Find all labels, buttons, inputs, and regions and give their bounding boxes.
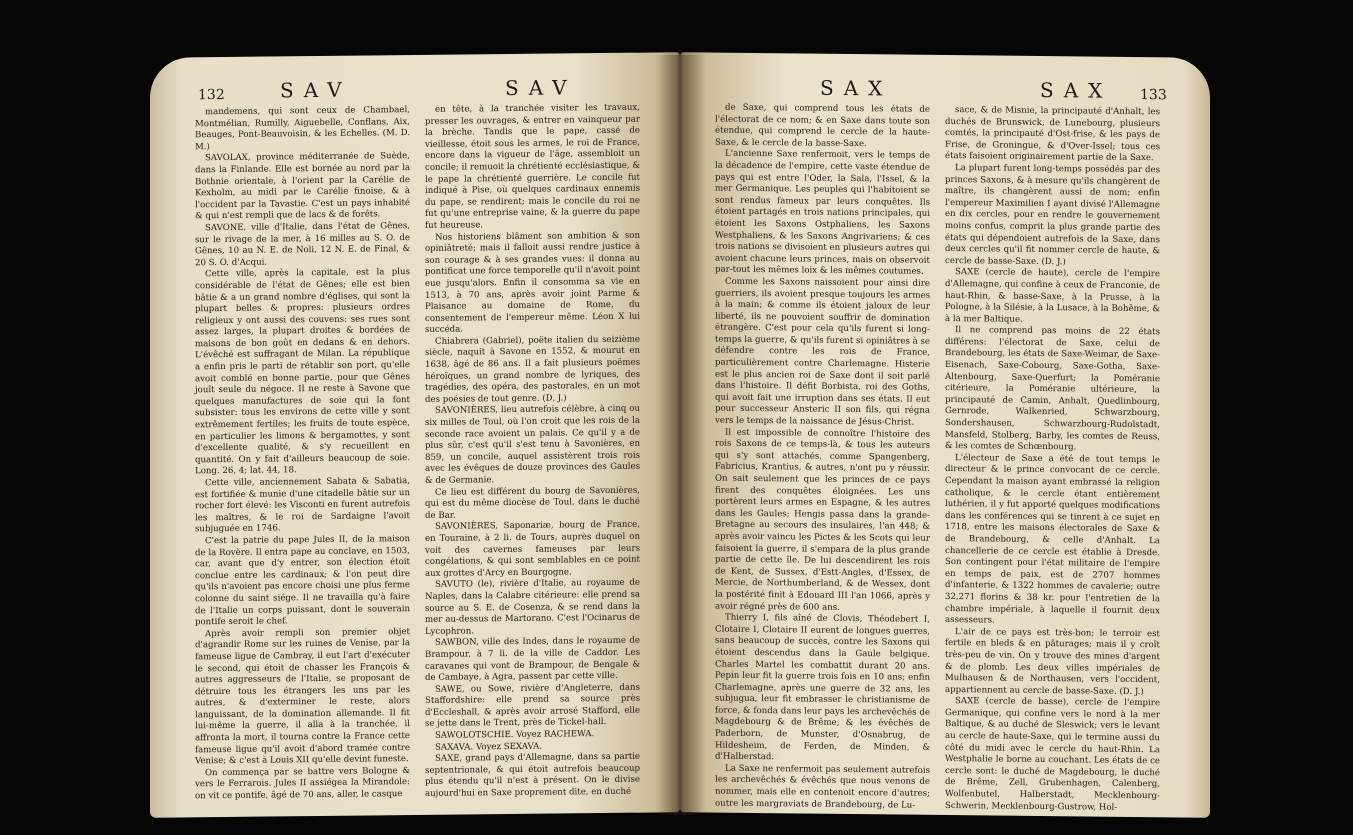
paragraph: SAXE (cercle de basse), cercle de l'empire Germanique, qui confine vers le nord à la mer Baltique, & au duché de Sleswick; vers le levant au cercle de haute-Saxe, qui le termine aussi du côté du midi avec le cercle du haut-Rhin. La Westphalie le borne au couchant. Les états de ce cercle sont: le duché de Magdebourg, le duché de Brême, Zell, Grubenhagen, Calenberg, Wolfenbutel, Halberstadt, Mecklenbourg-Schwerin, Mecklenbourg-Gustrow, Hol- [945, 696, 1160, 813]
paragraph: Chiabrera (Gabriel), poëte italien du seizième siècle, naquit à Savone en 1552, & mourut en 1638, âgé de 86 ans. Il a fait plusieurs poëmes héroïques, un grand nombre de lyriques, des tragédies, des opéra, des pastorales, en un mot des poésies de tout genre. (D. J.) [425, 334, 640, 405]
paragraph: mandemens, qui sont ceux de Chambael, Montmélian, Rumilly, Aiguebelle, Conflans, Aix, Beauges, Pont-Beauvoisin, & les Echelles. (M. D. M.) [195, 105, 410, 153]
page-number: 133 [1140, 87, 1167, 104]
paragraph: SAXAVA. Voyez SEXAVA. [435, 741, 543, 753]
left-page [150, 52, 680, 818]
paragraph: Nos historiens blâment son ambition & son opiniâtreté; mais il falloit aussi rendre justice à son courage & à ses grandes vues: il donna au pontificat une force temporelle qu'il n'avoit point eue jusqu'alors. Enfin il consomma sa vie en 1513, à 70 ans, après avoir joint Parme & Plaisance au domaine de Rome, du consentement de l'empereur même. Léon X lui succéda. [425, 230, 640, 336]
paragraph: SAXE (cercle de haute), cercle de l'empire d'Allemagne, qui confine à ceux de Franconie, de haut-Rhin, & basse-Saxe, à la Prusse, à la Pologne, à la Silésie, à la Lusace, à la Bohême, & à la mer Baltique. [945, 267, 1160, 325]
paragraph: en tête, à la tranchée visiter les travaux, presser les ouvrages, & entrer en vainqueur par la brèche. Tandis que le pape, cassé de vieillesse, étoit sous les armes, le roi de France, encore dans la vigueur de l'âge, assembloit un concile; il remuoit la chrétienté ecclésiastique, & le pape la chrétienté guerrière. Le concile fut indiqué à Pise, où quelques cardinaux ennemis du pape, se rendirent; mais le concile du roi ne fut qu'une entreprise vaine, & la guerre du pape fut heureuse. [425, 102, 640, 231]
paragraph: La plupart furent long-temps possédés par des princes Saxons, & à mesure qu'ils changèrent de maître, ils changèrent aussi de nom; enfin l'empereur Maximilien I ayant divisé l'Allemagne en dix cercles, pour en rendre le gouvernement moins confus, comprit la plus grande partie des états qui dépendoient autrefois de la Saxe, dans deux cercles qu'il fit nommer cercle de haute, & cercle de basse-Saxe. (D. J.) [945, 163, 1160, 267]
paragraph: On commença par se battre vers Bologne & vers le Ferrarois. Jules II assiégea la Mirandole: on vit ce pontife, âgé de 70 ans, aller, le casque [195, 765, 410, 802]
paragraph: SAVONIÈRES, Saponariæ, bourg de France, en Touraine, à 2 li. de Tours, auprès duquel on voit des cavernes fameuses par leurs congélations, & qui sont semblables en ce point aux grottes d'Arcy en Bourgogne. [425, 520, 640, 579]
text-column-2 [945, 105, 1160, 814]
paragraph: L'air de ce pays est très-bon; le terroir est fertile en bleds & en pâturages; mais il y croît très-peu de vin. On y trouve des mines d'argent & de plomb. Les deux villes impériales de Mulhausen & de Northausen, vers l'occident, appartiennent au cercle de basse-Saxe. (D. J.) [945, 626, 1160, 697]
text-column-1 [715, 103, 930, 812]
page-number: 132 [198, 86, 225, 104]
running-head-left: SAX [820, 75, 893, 101]
paragraph: Cette ville, après la capitale, est la plus considérable de l'état de Gênes; elle est bien bâtie & a un grand nombre d'églises, qui sont la plupart belles & propres: plusieurs ordres religieux y ont aussi des couvens: ses rues sont assez larges, la plupart droites & bordées de maisons de bon goût en dedans & en dehors. L'évêché est suffragant de Milan. La république a enfin pris le parti de rétablir son port, qu'elle avoit comblé en bonne partie, pour que Gênes jouît seule du négoce. Il ne reste à Savone que quelques manufactures de soie qui la font subsister: tous les environs de cette ville y sont extrêmement fertiles; les fruits de toute espèce, en particulier les limons & bergamottes, y sont d'excellente qualité, & s'y recueillent en quantité. On y fait d'ailleurs beaucoup de soie. Long. 26, 4; lat. 44, 18. [195, 267, 410, 477]
running-head-right: SAX [1040, 77, 1113, 103]
paragraph: Comme les Saxons naissoient pour ainsi dire guerriers, ils avoient presque toujours les armes à la main; & comme ils étoient jaloux de leur liberté, ils ne pouvoient souffrir de domination étrangère. C'est pour cela qu'ils furent si long-temps la guerre, & qu'ils furent si opiniâtres à se défendre contre les rois de France, particulièrement contre Charlemagne. Histerie est le plus ancien roi de Saxe dont il soit parlé dans l'histoire. Il défit Borbista, roi des Goths, qui avoit fait une irruption dans ses états. Il eut pour successeur Ansteric II son fils, qui régna vers le temps de la naissance de Jésus-Christ. [715, 276, 930, 428]
paragraph: Ce lieu est différent du bourg de Savonières, qui est du même diocèse de Toul, dans le duché de Bar. [425, 485, 640, 521]
right-page [680, 52, 1210, 818]
text-column-2 [425, 103, 640, 801]
paragraph: L'ancienne Saxe renfermoit, vers le temps de la décadence de l'empire, cette vaste étendue de pays qui est entre l'Oder, la Sala, l'Issel, & la mer Germanique. Les peuples qui l'habitoient se sont rendus fameux par leurs conquêtes. Ils étoient partagés en trois nations principales, qui étoient les Saxons Ostphaliens, les Saxons Westphaliens, & les Saxons Angrivariens; & ces trois nations se divisoient en plusieurs autres qui avoient chacune leurs princes, mais on observoit par-tout les mêmes loix & les mêmes coutumes. [715, 149, 930, 278]
paragraph: SAWBON, ville des Indes, dans le royaume de Brampour, à 7 li. de la ville de Caddor. Les caravanes qui vont de Brampour, de Bengale & de Cambaye, à Agra, passent par cette ville. [425, 635, 640, 683]
running-head-right: SAV [505, 75, 577, 101]
paragraph: SAVOLAX, province méditerranée de Suède, dans la Finlande. Elle est bornée au nord par la Bothnie orientale, à l'orient par la Carélie de Kexholm, au midi par le Carélie finoise, & à l'occident par la Tavastie. C'est un pays inhabité & qui n'est rempli que de lacs & de forêts. [195, 151, 410, 222]
running-head-left: SAV [280, 77, 352, 103]
paragraph: Il ne comprend pas moins de 22 états différens: l'électorat de Saxe, celui de Brandebourg, les états de Saxe-Weimar, de Saxe-Eisenach, Saxe-Cobourg, Saxe-Gotha, Saxe-Altenbourg, Saxe-Querfurt; la Poméranie citérieure, la Poméranie ultérieure, la principauté de Camin, Anhalt, Quedlinbourg, Gernrode, Walkenried, Schwarzbourg, Sondershausen, Schwarzbourg-Rudolstadt, Mansfeld, Stolberg, Barby, les comtes de Reuss, & les comtes de Schœnbourg. [945, 325, 1160, 453]
paragraph: L'électeur de Saxe a été de tout temps le directeur & le prince convocant de ce cercle. Cependant la maison ayant embrassé la religion catholique, & le cercle étant entièrement luthérien, il y fut apporté quelques modifications dans les conférences qui se tinrent à ce sujet en 1718, entre les maisons électorales de Saxe & de Brandebourg, & celle d'Anhalt. La chancellerie de ce cercle est établie à Dresde. Son contingent pour l'état militaire de l'empire en temps de paix, est de 2707 hommes d'infanterie, & 1322 hommes de cavalerie; outre 32,271 florins & 38 kr. pour l'entretien de la chambre impériale, à laquelle il fournit deux assesseurs. [945, 452, 1160, 626]
paragraph: sace, & de Misnie, la principauté d'Anhalt, les duchés de Brunswick, de Lunebourg, plusieurs comtés, la principauté d'Ost-frise, & les pays de Frise, de Groningue, & d'Over-Issel; tous ces états faisoient originairement partie de la Saxe. [945, 105, 1160, 164]
paragraph: C'est la patrie du pape Jules II, de la maison de la Rovère. Il entra pape au conclave, en 1503, car, avant que d'y entrer, son élection étoit conclue entre les cardinaux; & l'on peut dire qu'ils n'avoient pas encore choisi une plus ferme colonne du saint siége. Il ne travailla qu'à faire de l'Italie un corps puissant, dont le souverain pontife seroit le chef. [195, 534, 410, 628]
paragraph: Cette ville, anciennement Sabata & Sabatia, est fortifiée & munie d'une citadelle bâtie sur un rocher fort élevé: les Visconti en furent autrefois les maîtres, & le roi de Sardaigne l'avoit subjuguée en 1746. [195, 476, 410, 535]
paragraph: SAXE, grand pays d'Allemagne, dans sa partie septentrionale, & qui étoit autrefois beaucoup plus étendu qu'il n'est à présent. On le divise aujourd'hui en Saxe proprement dite, en duché [425, 751, 640, 799]
paragraph: Après avoir rempli son premier objet d'agrandir Rome sur les ruines de Venise, par la fameuse ligue de Cambray, il eut l'art d'exécuter le second, qui étoit de chasser les François & autres aggresseurs de l'Italie, se proposant de détruire tous les étrangers les uns par les autres, & d'exterminer le reste, alors languissant, de la domination allemande. Il fit lui-même la guerre, il alla à la tranchée, il affronta la mort, il tourna contre la France cette fameuse ligue qu'il avoit d'abord tramée contre Venise; & c'est à Louis XII qu'elle devint funeste. [195, 626, 410, 767]
open-book [150, 55, 1210, 815]
paragraph: SAVONIÈRES, lieu autrefois célèbre, à cinq ou six milles de Toul, où l'on croit que les rois de la seconde race avoient un palais. Ce qu'il y a de plus sûr, c'est qu'il s'est tenu à Savonières, en 859, un concile, auquel assistèrent trois rois avec les évêques de douze provinces des Gaules & de Germanie. [425, 404, 640, 486]
paragraph: SAVONE, ville d'Italie, dans l'état de Gênes, sur le rivage de la mer, à 16 milles au S. O. de Gênes, 10 au N. E. de Noli, 12 N. E. de Final, & 20 S. O. d'Acqui. [195, 220, 410, 269]
paragraph: SAWE, ou Sowe, rivière d'Angleterre, dans Staffordshire: elle prend sa source près d'Eccleshall, & après avoir arrosé Stafford, elle se jette dans le Trent, près de Tickel-hall. [425, 682, 640, 730]
paragraph: SAVUTO (le), rivière d'Italie, au royaume de Naples, dans la Calabre citérieure: elle prend sa source au S. E. de Cosenza, & se rend dans la mer au-dessus de Martorano. C'est l'Ocinarus de Lycophron. [425, 577, 640, 637]
paragraph: de Saxe, qui comprend tous les états de l'électorat de ce nom; & en Saxe dans toute son étendue, qui comprend le cercle de la haute-Saxe, & le cercle de la basse-Saxe. [715, 102, 930, 149]
paragraph: Thierry I, fils aîné de Clovis, Théodebert I, Clotaire I, Clotaire II eurent de longues guerres, sans beaucoup de succès, contre les Saxons qui étoient descendus dans la Gaule belgique. Charles Martel les combattit durant 20 ans. Pepin leur fit la guerre trois fois en 10 ans; enfin Charlemagne, après une guerre de 32 ans, les subjugua, leur fit embrasser le christianisme de force, & fonda dans leur pays les archevêchés de Magdebourg & de Brême, & les évêchés de Paderborn, de Munster, d'Osnabrug, de Hildesheim, de Ferden, de Minden, & d'Halberstad. [715, 612, 930, 763]
paragraph: SAWOLOTSCHIE. Voyez RACHEWA. [435, 729, 595, 741]
paragraph: Il est impossible de connoître l'histoire des rois Saxons de ce temps-là, & tous les auteurs qui s'y sont attachés, comme Spangenberg, Fabricius, Krantius, & autres, n'ont pu y réussir. On sait seulement que les princes de ce pays firent des conquêtes éloignées. Les uns portèrent leurs armes en Espagne, & les autres dans les Gaules; Hengis passa dans la grande-Bretagne au secours des insulaires, l'an 448; & après avoir vaincu les Pictes & les Scots qui leur faisoient la guerre, il s'empara de la plus grande partie de cette île. De lui descendirent les rois de Kent, de Sussex, d'Estt-Angles, d'Essex, de Mercie, de Northumberland, & de Wessex, dont la postérité finit à Edouard III l'an 1066, après y avoir régné près de 600 ans. [715, 427, 930, 613]
text-column-1 [195, 105, 410, 803]
paragraph: La Saxe ne renfermoit pas seulement autrefois les archevêchés & évêchés que nous venons de nommer, mais elle en contenoit encore d'autres; outre les margraviats de Brandebourg, de Lu- [715, 763, 930, 811]
